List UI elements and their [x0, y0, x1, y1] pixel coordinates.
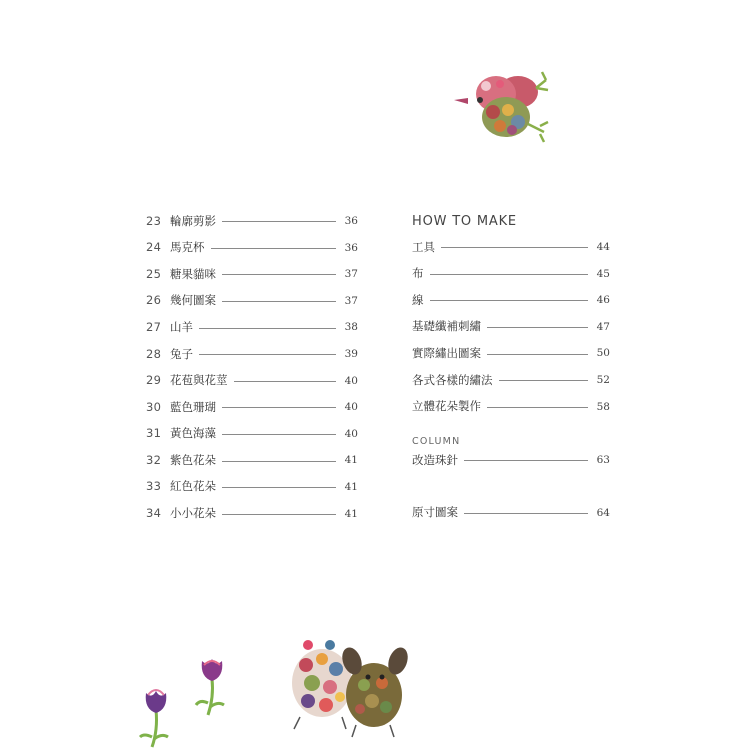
dot-leader: [211, 248, 337, 249]
dot-leader: [222, 461, 336, 462]
entry-page: 36: [344, 215, 358, 228]
dot-leader: [222, 434, 336, 435]
entry-page: 52: [596, 374, 610, 387]
entry-page: 46: [596, 294, 610, 307]
embroidered-bird-illustration: [448, 62, 558, 150]
entry-page: 44: [596, 241, 610, 254]
entry-page: 41: [344, 454, 358, 467]
entry-page: 45: [596, 267, 610, 280]
entry-page: 41: [344, 480, 358, 493]
toc-entry[interactable]: [412, 287, 610, 314]
toc-left-column: [146, 208, 358, 527]
entry-number: 24: [146, 240, 162, 255]
toc-entry[interactable]: [146, 208, 358, 235]
toc-entry[interactable]: [146, 447, 358, 474]
entry-number: 33: [146, 479, 162, 494]
entry-page: 38: [344, 321, 358, 334]
entry-page: 40: [344, 374, 358, 387]
toc-entry[interactable]: [412, 314, 610, 341]
entry-title: 兔子: [170, 346, 193, 361]
entry-page: 58: [596, 400, 610, 413]
entry-title: 黃色海藻: [170, 426, 216, 441]
entry-page: 37: [344, 294, 358, 307]
entry-page: 41: [344, 507, 358, 520]
toc-entry[interactable]: [146, 288, 358, 315]
dot-leader: [487, 407, 588, 408]
toc-entry[interactable]: [412, 234, 610, 261]
entry-title: 工具: [412, 239, 435, 254]
entry-page: 47: [596, 320, 610, 333]
entry-title: 小小花朵: [170, 506, 216, 521]
entry-title: 藍色珊瑚: [170, 399, 216, 414]
entry-title: 線: [412, 292, 424, 307]
entry-page: 64: [596, 506, 610, 519]
entry-page: 36: [344, 241, 358, 254]
dot-leader: [487, 354, 588, 355]
dot-leader: [430, 300, 589, 301]
dot-leader: [234, 381, 337, 382]
entry-page: 50: [596, 347, 610, 360]
entry-title: 基礎纖補刺繡: [412, 319, 481, 334]
entry-title: 輪廓剪影: [170, 213, 216, 228]
entry-title: 山羊: [170, 319, 193, 334]
dot-leader: [222, 274, 336, 275]
toc-entry[interactable]: [146, 314, 358, 341]
dot-leader: [222, 221, 336, 222]
entry-title: 紫色花朵: [170, 452, 216, 467]
entry-title: 糖果貓咪: [170, 266, 216, 281]
entry-number: 30: [146, 399, 162, 414]
entry-number: 31: [146, 426, 162, 441]
entry-number: 26: [146, 293, 162, 308]
toc-entry[interactable]: [412, 394, 610, 421]
embroidered-creatures-illustration: [286, 625, 414, 750]
entry-title: 各式各樣的繡法: [412, 372, 493, 387]
dot-leader: [222, 487, 336, 488]
toc-entry[interactable]: [146, 368, 358, 395]
dot-leader: [222, 514, 336, 515]
entry-page: 40: [344, 427, 358, 440]
toc-entry[interactable]: [412, 447, 610, 474]
entry-title: 原寸圖案: [412, 505, 458, 520]
toc-entry[interactable]: [412, 261, 610, 288]
entry-number: 25: [146, 266, 162, 281]
toc-entry[interactable]: [412, 500, 610, 527]
entry-number: 34: [146, 506, 162, 521]
entry-page: 63: [596, 454, 610, 467]
dot-leader: [430, 274, 589, 275]
dot-leader: [499, 380, 589, 381]
dot-leader: [464, 460, 588, 461]
entry-number: 23: [146, 213, 162, 228]
toc-entry[interactable]: [146, 261, 358, 288]
dot-leader: [487, 327, 588, 328]
entry-title: 馬克杯: [170, 240, 205, 255]
entry-title: 紅色花朵: [170, 479, 216, 494]
dot-leader: [441, 247, 588, 248]
entry-number: 27: [146, 319, 162, 334]
entry-title: 幾何圖案: [170, 293, 216, 308]
toc-entry[interactable]: [412, 340, 610, 367]
entry-title: 花苞與花莖: [170, 373, 228, 388]
entry-title: 實際繡出圖案: [412, 345, 481, 360]
toc-entry[interactable]: [412, 367, 610, 394]
toc-entry[interactable]: [146, 235, 358, 262]
entry-page: 39: [344, 348, 358, 361]
toc-entry[interactable]: [146, 421, 358, 448]
dot-leader: [199, 328, 336, 329]
toc-entry[interactable]: [146, 341, 358, 368]
entry-page: 37: [344, 268, 358, 281]
how-to-make-heading: HOW TO MAKE: [412, 213, 517, 229]
toc-entry[interactable]: [146, 394, 358, 421]
entry-title: 改造珠針: [412, 452, 458, 467]
column-heading: COLUMN: [412, 436, 461, 448]
entry-title: 立體花朵製作: [412, 399, 481, 414]
spacer: [412, 474, 610, 500]
entry-number: 28: [146, 346, 162, 361]
entry-number: 32: [146, 452, 162, 467]
toc-entry[interactable]: [146, 474, 358, 501]
entry-page: 40: [344, 401, 358, 414]
toc-right-column: [412, 208, 610, 526]
toc-entry[interactable]: [146, 501, 358, 528]
dot-leader: [464, 513, 588, 514]
dot-leader: [222, 407, 336, 408]
entry-title: 布: [412, 266, 424, 281]
dot-leader: [199, 354, 336, 355]
dot-leader: [222, 301, 336, 302]
embroidered-tulips-illustration: [138, 655, 238, 750]
entry-number: 29: [146, 373, 162, 388]
